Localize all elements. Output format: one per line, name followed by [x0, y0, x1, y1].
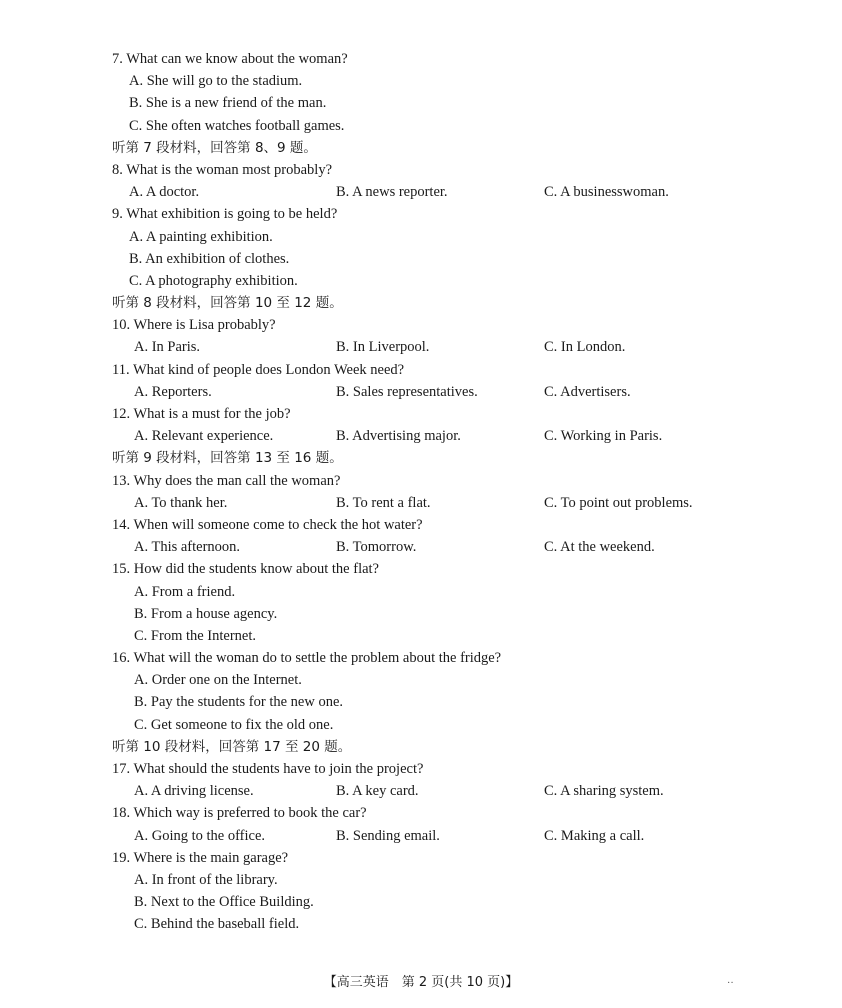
option-line: A. A painting exhibition.: [129, 228, 273, 245]
option-line: A. She will go to the stadium.: [129, 73, 303, 90]
question-text: 16. What will the woman do to settle the problem about the fridge?: [112, 650, 502, 667]
option-c: C. To point out problems.: [544, 494, 693, 511]
option-line: C. A photography exhibition.: [129, 272, 298, 289]
option-row: [112, 780, 752, 802]
option-c: C. A sharing system.: [544, 783, 664, 800]
option-line: A. Order one on the Internet.: [134, 672, 302, 689]
option-b: B. In Liverpool.: [336, 339, 430, 356]
option-b: B. Sending email.: [336, 827, 440, 844]
option-row: [112, 492, 752, 514]
option-a: A. Reporters.: [134, 383, 212, 400]
option-row: [112, 181, 752, 203]
question-text: 13. Why does the man call the woman?: [112, 472, 341, 489]
option-line: C. Behind the baseball field.: [134, 916, 300, 933]
option-row: [112, 536, 752, 558]
option-line: A. In front of the library.: [134, 871, 278, 888]
option-b: B. Advertising major.: [336, 428, 461, 445]
option-a: A. A doctor.: [129, 184, 200, 201]
question-text: 18. Which way is preferred to book the car?: [112, 805, 367, 822]
option-a: A. Going to the office.: [134, 827, 266, 844]
option-line: B. An exhibition of clothes.: [129, 250, 290, 267]
option-c: C. In London.: [544, 339, 626, 356]
option-c: C. A businesswoman.: [544, 184, 669, 201]
question-list: [112, 48, 752, 936]
option-line: C. Get someone to fix the old one.: [134, 716, 334, 733]
option-line: C. She often watches football games.: [129, 117, 345, 134]
question-text: 7. What can we know about the woman?: [112, 51, 348, 67]
question-text: 9. What exhibition is going to be held?: [112, 206, 338, 223]
option-c: C. Making a call.: [544, 827, 645, 844]
option-a: A. To thank her.: [134, 494, 228, 511]
option-a: A. This afternoon.: [134, 539, 241, 556]
option-b: B. A news reporter.: [336, 184, 448, 201]
option-row: [112, 336, 752, 358]
option-line: B. From a house agency.: [134, 605, 278, 622]
question-text: 19. Where is the main garage?: [112, 849, 289, 866]
option-a: A. A driving license.: [134, 783, 254, 800]
option-b: B. A key card.: [336, 783, 419, 800]
page-footer: 【高三英语 第 2 页(共 10 页)】: [323, 975, 519, 990]
option-b: B. Tomorrow.: [336, 539, 417, 556]
option-b: B. Sales representatives.: [336, 383, 478, 400]
option-a: A. Relevant experience.: [134, 428, 274, 445]
option-row: [112, 381, 752, 403]
option-line: B. She is a new friend of the man.: [129, 95, 327, 112]
option-a: A. In Paris.: [134, 339, 201, 356]
option-line: C. From the Internet.: [134, 627, 257, 644]
question-text: 17. What should the students have to join the project?: [112, 761, 424, 777]
option-line: B. Pay the students for the new one.: [134, 694, 344, 711]
footer-mark: ··: [727, 978, 734, 989]
section-heading: 听第 9 段材料，回答第 13 至 16 题。: [112, 450, 343, 467]
question-text: 15. How did the students know about the flat?: [112, 561, 379, 578]
option-line: A. From a friend.: [134, 583, 236, 600]
section-heading: 听第 7 段材料，回答第 8、9 题。: [112, 139, 317, 156]
section-heading: 听第 8 段材料，回答第 10 至 12 题。: [112, 295, 343, 312]
question-text: 14. When will someone come to check the hot water?: [112, 516, 423, 533]
option-c: C. Advertisers.: [544, 383, 631, 400]
option-line: B. Next to the Office Building.: [134, 894, 314, 911]
question-text: 12. What is a must for the job?: [112, 406, 291, 422]
question-text: 11. What kind of people does London Week need?: [112, 361, 405, 378]
option-b: B. To rent a flat.: [336, 494, 431, 511]
option-row: [112, 425, 752, 447]
option-row: [112, 825, 752, 847]
question-text: 8. What is the woman most probably?: [112, 161, 333, 178]
question-text: 10. Where is Lisa probably?: [112, 317, 276, 334]
option-c: C. At the weekend.: [544, 539, 655, 556]
section-heading: 听第 10 段材料，回答第 17 至 20 题。: [112, 738, 352, 755]
option-c: C. Working in Paris.: [544, 428, 663, 445]
